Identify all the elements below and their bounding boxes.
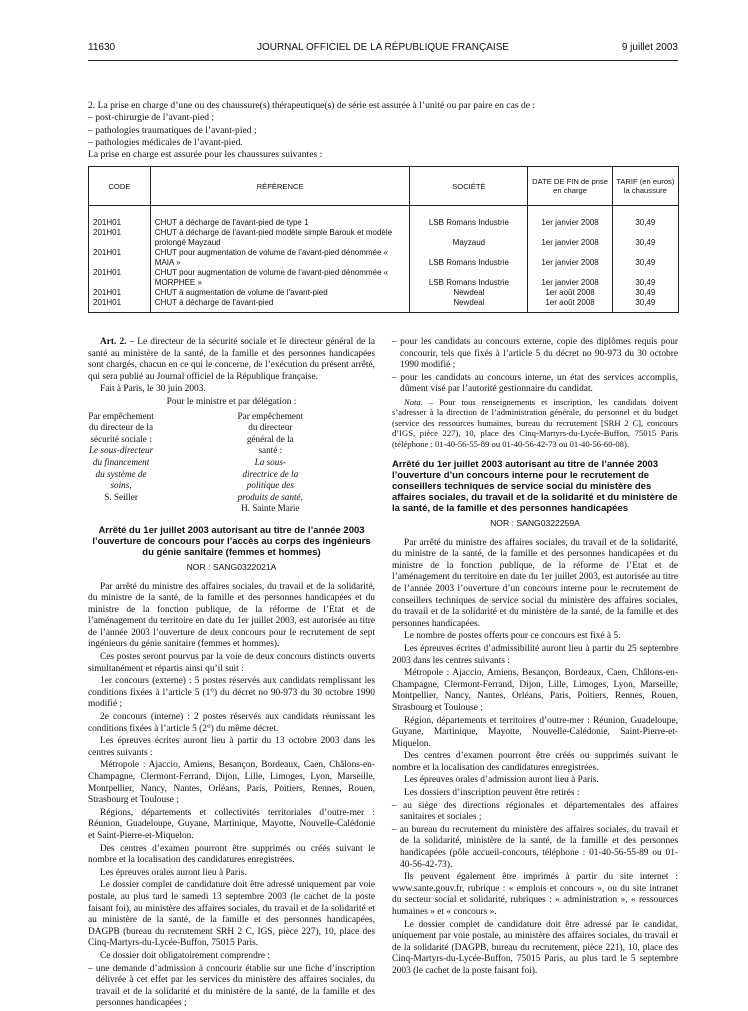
- paragraph: Le nombre de postes offerts pour ce concours est fixé à 5.: [404, 631, 621, 642]
- right-column: [392, 337, 678, 979]
- cell-tarif: 30,49: [612, 248, 678, 268]
- paragraph: Le dossier complet de candidature doit être adressé uniquement par voie postale, au plus tard le samedi 13 septembre 2003 (le cachet de la poste faisant foi), au ministère des affaires sociales, du travail et de la solidarité et au ministère de la santé, de la famille et des personnes handicapées, DAGPB (bureau du recrutement SRH 2 C, IGS, pièce 227), 10, place des Cinq-Martyrs-du-Lycée-Buffon, 75015 Paris.: [88, 880, 375, 949]
- signature-left: [88, 411, 226, 515]
- cell-date: 1er août 2008: [528, 298, 612, 313]
- nor-reference: NOR : SANG0322259A: [490, 518, 580, 528]
- header-tarif: TARIF (en euros) la chaussure: [612, 167, 678, 206]
- header-rule: [88, 60, 678, 61]
- list-item: – au siège des directions régionales et départementales des affaires sanitaires et sociales ;: [392, 800, 678, 823]
- paragraph: Régions, départements et collectivités territoriales d’outre-mer : Réunion, Guadeloupe, Guyane, Martinique, Mayotte, Nouvelle-Calédonie et Saint-Pierre-et-Miquelon.: [88, 807, 375, 841]
- cell-societe: LSB Romans Industrie: [410, 206, 528, 229]
- paragraph: Les dossiers d’inscription peuvent être retirés :: [404, 788, 580, 799]
- left-column: [88, 337, 375, 1011]
- intro-line: – pathologies médicales de l’avant-pied.: [88, 136, 243, 148]
- table-row: [89, 248, 679, 268]
- cell-reference: CHUT pour augmentation de volume de l’avant-pied dénommée « MAIA »: [150, 248, 410, 268]
- cell-date: 1er janvier 2008: [528, 228, 612, 248]
- page-number: 11630: [88, 42, 116, 53]
- nota: [392, 397, 678, 449]
- cell-tarif: 30,49: [612, 288, 678, 298]
- cell-code: 201H01: [89, 288, 151, 298]
- list-item: – pour les candidats au concours externe, copie des diplômes requis pour concourir, tels que fixés à l’article 5 du décret no 90-973 du 30 octobre 1990 modifié ;: [392, 337, 678, 371]
- list-item: – au bureau du recrutement du ministère des affaires sociales, du travail et de la solidarité, ministère de la santé, de la famille et des personnes handicapées (pôle accueil-concours, téléphone : 01-40-56-55-89 ou 01-40-56-42-73).: [392, 824, 678, 870]
- article-2-text: – Le directeur de la sécurité sociale et le directeur général de la santé au ministère de la santé, de la famille et des personnes handicapées sont chargés, chacun en ce qui le concerne, de l’exécution du présent arrêté, qui sera publié au Journal officiel de la République française.: [88, 337, 375, 382]
- cell-societe: LSB Romans Industrie: [410, 268, 528, 288]
- signature-left-role: Le sous-directeur du financement du système de soins,: [88, 445, 154, 491]
- intro-line: La prise en charge est assurée pour les chaussures suivantes :: [88, 149, 323, 161]
- nota-text: – Pour tous renseignements et inscription, les candidats doivent s’adresser à la direction de l’administration générale, du personnel et du budget (service des ressources humaines, bureau du recrutement [SRH 2 C], concours d’IGS, pièce 227), 10, place des Cinq-Martyrs-du-Lycée-Buffon, 75015 Paris (téléphone : 01-40-56-55-89 ou 01-40-56-42-73 ou 01-40-56-60-08).: [392, 396, 678, 449]
- nor-reference: NOR : SANG0322021A: [186, 561, 277, 572]
- cell-date: 1er janvier 2008: [528, 268, 612, 288]
- paragraph: Les épreuves orales d’admission auront lieu à Paris.: [404, 775, 599, 786]
- cell-reference: CHUT à décharge de l’avant-pied modèle simple Barouk et modèle prolongé Mayzaud: [150, 228, 410, 248]
- signature-right-name: H. Sainte Marie: [241, 503, 300, 514]
- paragraph: Par arrêté du ministre des affaires sociales, du travail et de la solidarité, du ministre de la santé, de la famille et des personnes handicapées et du ministre de la fonction publique, de la réforme de l’Etat et de l’aménagement du territoire en date du 1er juillet 2003, est autorisée au titre de l’année 2003 l’ouverture d’un concours interne pour le recrutement de conseillers techniques de service social du ministère des affaires sociales, du travail et de la solidarité et du ministère de la santé, de la famille et des personnes handicapées.: [392, 537, 678, 629]
- table-row: [89, 298, 679, 313]
- table-row: [89, 288, 679, 298]
- header-societe: SOCIÉTÉ: [410, 167, 528, 206]
- signatures: [88, 411, 375, 515]
- fait-a-paris: Fait à Paris, le 30 juin 2003.: [100, 384, 206, 395]
- paragraph: Ces postes seront pourvus par la voie de deux concours distincts ouverts simultanément et répartis ainsi qu’il suit :: [88, 652, 375, 674]
- signature-left-title: Par empêchement du directeur de la sécurité sociale :: [88, 410, 154, 444]
- cell-tarif: 30,49: [612, 228, 678, 248]
- header-reference: RÉFÉRENCE: [150, 167, 410, 206]
- issue-date: 9 juillet 2003: [621, 42, 678, 53]
- signature-left-name: S. Seiller: [104, 491, 138, 502]
- cell-code: 201H01: [89, 248, 151, 268]
- journal-title: JOURNAL OFFICIEL DE LA RÉPUBLIQUE FRANÇAISE: [256, 42, 510, 53]
- cell-societe: Newdeal: [410, 298, 528, 313]
- tariff-table: [88, 166, 679, 313]
- table-row: [89, 268, 679, 288]
- signature-right-title: Par empêchement du directeur général de la santé :: [237, 410, 304, 456]
- arrete-title: Arrêté du 1er juillet 2003 autorisant au titre de l’année 2003 l’ouverture d’un concours interne pour le recrutement de conseillers techniques de service social du ministère des affaires sociales, du travail et de la solidarité et du ministère de la santé, de la famille et des personnes handicapées: [392, 459, 678, 514]
- paragraph: 1er concours (externe) : 5 postes réservés aux candidats remplissant les conditions fixées à l’article 5 (1°) du décret no 90-973 du 30 octobre 1990 modifié ;: [88, 676, 375, 710]
- paragraph: Des centres d’examen pourront être supprimés ou créés suivant le nombre et la localisation des candidatures enregistrées.: [88, 843, 375, 866]
- header-code: CODE: [89, 167, 151, 206]
- pour-le-ministre: Pour le ministre et par délégation :: [166, 396, 297, 407]
- cell-code: 201H01: [89, 298, 151, 313]
- cell-tarif: 30,49: [612, 298, 678, 313]
- page-header: [88, 42, 678, 58]
- paragraph: 2e concours (interne) : 2 postes réservés aux candidats réunissant les conditions fixées à l’article 5 (2°) du même décret.: [88, 712, 375, 734]
- cell-reference: CHUT à décharge de l’avant-pied de type 1: [150, 206, 410, 229]
- table-row: [89, 206, 679, 229]
- paragraph: Le dossier complet de candidature doit être adressé par le candidat, uniquement par voie postale, au ministère des affaires sociales, du travail et de la solidarité (DAGPB, bureau du recrutement, pièce 221), 10, place des Cinq-Martyrs-du-Lycée-Buffon, 75015 Paris, au plus tard le 5 septembre 2003 (le cachet de la poste faisant foi).: [392, 919, 678, 976]
- cell-reference: CHUT à décharge de l’avant-pied: [150, 298, 410, 313]
- cell-code: 201H01: [89, 268, 151, 288]
- cell-tarif: 30,49: [612, 206, 678, 229]
- intro-block: [88, 100, 678, 161]
- nota-label: Nota.: [404, 396, 423, 407]
- cell-societe: Newdeal: [410, 288, 528, 298]
- paragraph: Des centres d’examen pourront être créés ou supprimés suivant le nombre et la localisation des candidatures enregistrées.: [392, 751, 678, 773]
- table-header-row: [89, 167, 679, 206]
- paragraph: Les épreuves orales auront lieu à Paris.: [100, 867, 247, 878]
- paragraph: Région, départements et territoires d’outre-mer : Réunion, Guadeloupe, Guyane, Martinique, Mayotte, Nouvelle-Calédonie, Saint-Pierre-et-Miquelon.: [392, 715, 678, 749]
- cell-reference: CHUT pour augmentation de volume de l’avant-pied dénommée « MORPHEE »: [150, 268, 410, 288]
- paragraph: Métropole : Ajaccio, Amiens, Besançon, Bordeaux, Caen, Châlons-en-Champagne, Clermont-Ferrand, Dijon, Lille, Limoges, Lyon, Marseille, Montpellier, Nancy, Nantes, Orléans, Paris, Poitiers, Rennes, Rouen, Strasbourg et Toulouse ;: [88, 760, 375, 806]
- signature-right: [237, 411, 375, 515]
- cell-tarif: 30,49: [612, 268, 678, 288]
- cell-date: 1er janvier 2008: [528, 248, 612, 268]
- cell-reference: CHUT à augmentation de volume de l’avant-pied: [150, 288, 410, 298]
- paragraph: Ce dossier doit obligatoirement comprendre :: [100, 950, 271, 961]
- paragraph: Par arrêté du ministre des affaires sociales, du travail et de la solidarité, du ministre de la santé, de la famille et des personnes handicapées et du ministre de la fonction publique, de la réforme de l’Etat et de l’aménagement du territoire en date du 1er juillet 2003, est autorisée au titre de l’année 2003 l’ouverture de deux concours pour le recrutement de sept ingénieurs du génie sanitaire (femmes et hommes).: [88, 581, 375, 650]
- cell-societe: Mayzaud: [410, 228, 528, 248]
- paragraph: Les épreuves écrites auront lieu à partir du 13 octobre 2003 dans les centres suivants :: [88, 736, 375, 758]
- header-date-fin: DATE DE FIN de prise en charge: [528, 167, 612, 206]
- article-2-label: Art. 2.: [100, 337, 127, 347]
- intro-line: – pathologies traumatiques de l’avant-pied ;: [88, 124, 257, 136]
- article-2: [88, 337, 375, 383]
- list-item: – une demande d’admission à concourir établie sur une fiche d’inscription délivrée à cet effet par les services du ministère des affaires sociales, du travail et de la solidarité et du ministère de la santé, de la famille et des personnes handicapées ;: [88, 963, 375, 1009]
- list-item: – pour les candidats au concours interne, un état des services accomplis, dûment visé par l’autorité gestionnaire du candidat.: [392, 372, 678, 395]
- paragraph: Les épreuves écrites d’admissibilité auront lieu à partir du 25 septembre 2003 dans les centres suivants :: [392, 643, 678, 666]
- table-row: [89, 228, 679, 248]
- cell-code: 201H01: [89, 228, 151, 248]
- paragraph: Métropole : Ajaccio, Amiens, Besançon, Bordeaux, Caen, Châlons-en-Champagne, Clermont-Ferrand, Dijon, Lille, Limoges, Lyon, Marseille, Montpellier, Nancy, Nantes, Orléans, Paris, Poitiers, Rennes, Rouen, Strasbourg et Toulouse ;: [392, 668, 678, 713]
- cell-date: 1er août 2008: [528, 288, 612, 298]
- signature-right-role: La sous-directrice de la politique des produits de santé,: [237, 456, 303, 502]
- intro-line: 2. La prise en charge d’une ou des chaussure(s) thérapeutique(s) de série est assurée à l’unité ou par paire en cas de :: [88, 100, 536, 111]
- cell-societe: LSB Romans Industrie: [410, 248, 528, 268]
- arrete-title: Arrêté du 1er juillet 2003 autorisant au titre de l’année 2003 l’ouverture de concours pour l’accès au corps des ingénieurs du génie sanitaire (femmes et hommes): [92, 524, 371, 558]
- cell-code: 201H01: [89, 206, 151, 229]
- intro-line: – post-chirurgie de l’avant-pied ;: [88, 112, 215, 124]
- paragraph: Ils peuvent également être imprimés à partir du site internet : www.sante.gouv.fr, rubrique : « emplois et concours », ou du site intranet du secteur social et solidarité, rubriques : « administration », « ressources humaines » et « concours ».: [392, 872, 678, 917]
- cell-date: 1er janvier 2008: [528, 206, 612, 229]
